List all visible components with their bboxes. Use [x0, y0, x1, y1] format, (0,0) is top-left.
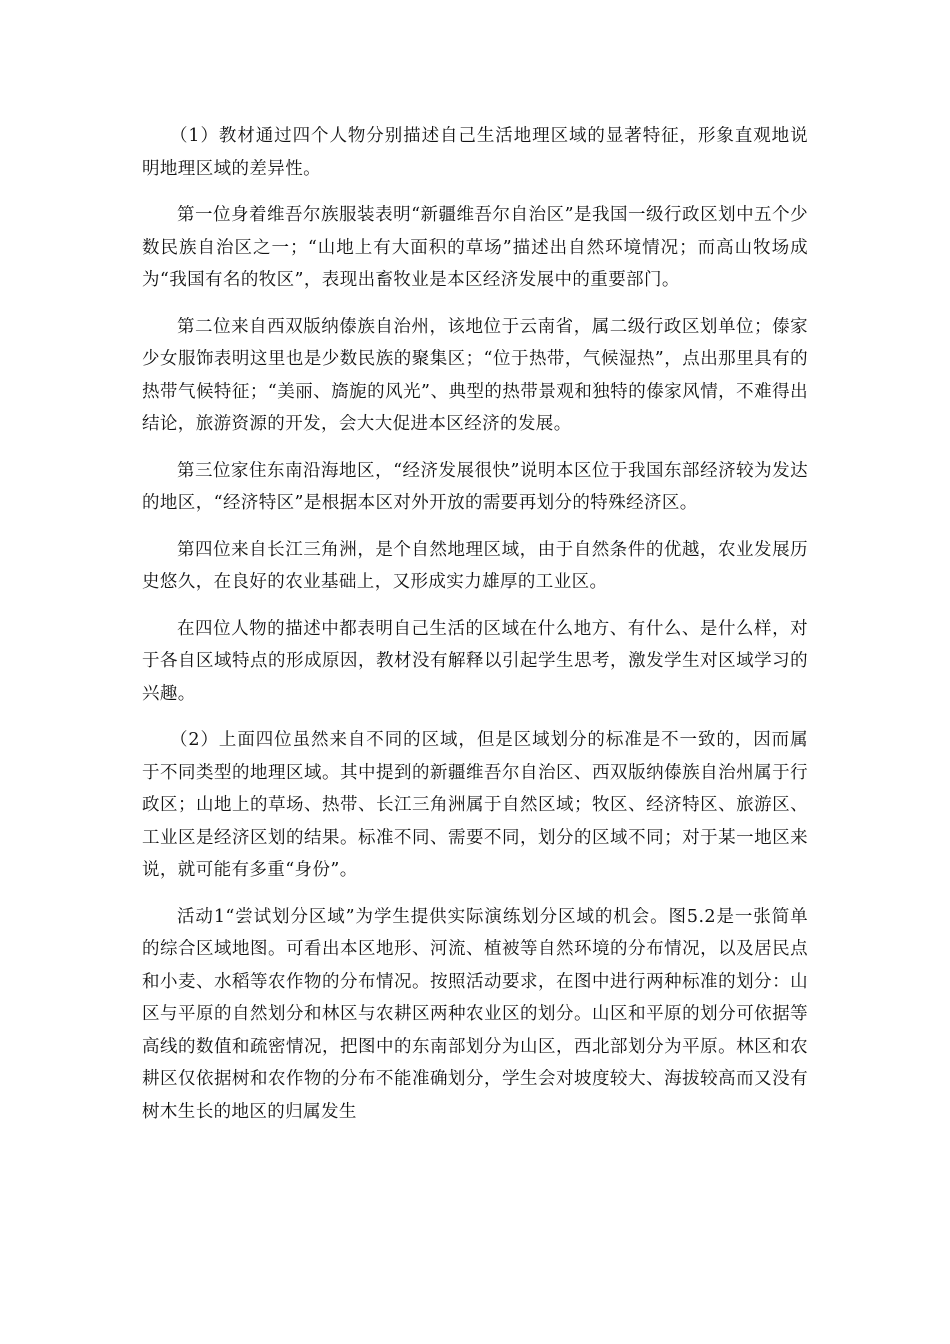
- paragraph-6: 在四位人物的描述中都表明自己生活的区域在什么地方、有什么、是什么样，对于各自区域特点的形成原因，教材没有解释以引起学生思考，激发学生对区域学习的兴趣。: [142, 618, 808, 704]
- paragraph-4: 第三位家住东南沿海地区，“经济发展很快”说明本区位于我国东部经济较为发达的地区，“经济特区”是根据本区对外开放的需要再划分的特殊经济区。: [142, 460, 808, 513]
- paragraph-5: 第四位来自长江三角洲，是个自然地理区域，由于自然条件的优越，农业发展历史悠久，在良好的农业基础上，又形成实力雄厚的工业区。: [142, 539, 808, 592]
- paragraph-2: 第一位身着维吾尔族服装表明“新疆维吾尔自治区”是我国一级行政区划中五个少数民族自治区之一；“山地上有大面积的草场”描述出自然环境情况；而高山牧场成为“我国有名的牧区”，表现出畜牧业是本区经济发展中的重要部门。: [142, 205, 808, 290]
- paragraph-3: 第二位来自西双版纳傣族自治州，该地位于云南省，属二级行政区划单位；傣家少女服饰表明这里也是少数民族的聚集区；“位于热带，气候湿热”，点出那里具有的热带气候特征；“美丽、旖旎的风光”、典型的热带景观和独特的傣家风情，不难得出结论，旅游资源的开发，会大大促进本区经济的发展。: [142, 316, 808, 434]
- document-body: [142, 120, 808, 1142]
- paragraph-7: （2）上面四位虽然来自不同的区域，但是区域划分的标准是不一致的，因而属于不同类型的地理区域。其中提到的新疆维吾尔自治区、西双版纳傣族自治州属于行政区；山地上的草场、热带、长江三角洲属于自然区域；牧区、经济特区、旅游区、工业区是经济区划的结果。标准不同、需要不同，划分的区域不同；对于某一地区来说，就可能有多重“身份”。: [142, 730, 808, 880]
- paragraph-1: （1）教材通过四个人物分别描述自己生活地理区域的显著特征，形象直观地说明地理区域的差异性。: [142, 126, 808, 179]
- paragraph-8: 活动1“尝试划分区域”为学生提供实际演练划分区域的机会。图5.2是一张简单的综合区域地图。可看出本区地形、河流、植被等自然环境的分布情况，以及居民点和小麦、水稻等农作物的分布情况。按照活动要求，在图中进行两种标准的划分：山区与平原的自然划分和林区与农耕区两种农业区的划分。山区和平原的划分可依据等高线的数值和疏密情况，把图中的东南部划分为山区，西北部划分为平原。林区和农耕区仅依据树和农作物的分布不能准确划分，学生会对坡度较大、海拔较高而又没有树木生长的地区的归属发生: [142, 906, 808, 1122]
